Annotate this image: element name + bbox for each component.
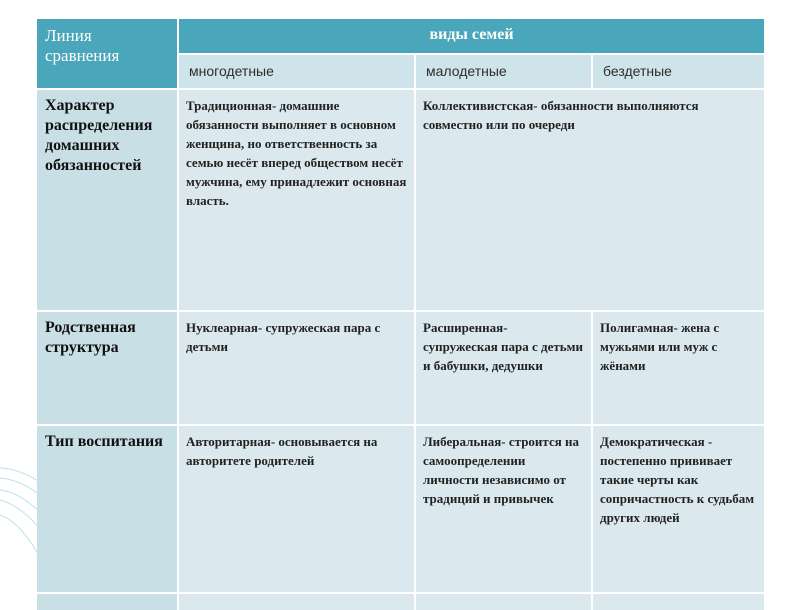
row-header-empty [37,594,177,610]
cell-empty [593,594,764,610]
cell-polygamous: Полигамная- жена с мужьями или муж с жёнами [593,312,764,424]
row-header-kinship: Родственная структура [37,312,177,424]
cell-traditional: Традиционная- домашние обязанности выполняет в основном женщина, но ответственность за семью несёт вперед обществом несёт мужчина, ему принадлежит основная власть. [179,90,414,310]
cell-nuclear: Нуклеарная- супружеская пара с детьми [179,312,414,424]
row-header-duties: Характер распределения домашних обязанностей [37,90,177,310]
column-header-childless: бездетные [593,55,764,88]
header-comparison-line: Линия сравнения [37,19,177,88]
family-types-table [37,19,758,600]
header-family-types: виды семей [179,19,764,53]
cell-empty [416,594,591,610]
column-header-small-families: малодетные [416,55,591,88]
column-header-large-families: многодетные [179,55,414,88]
cell-extended: Расширенная- супружеская пара с детьми и бабушки, дедушки [416,312,591,424]
cell-authoritarian: Авторитарная- основывается на авторитете родителей [179,426,414,592]
cell-democratic: Демократическая - постепенно прививает такие черты как сопричастность к судьбам других людей [593,426,764,592]
cell-collectivist: Коллективистская- обязанности выполняются совместно или по очереди [416,90,764,310]
cell-liberal: Либеральная- строится на самоопределении личности независимо от традиций и привычек [416,426,591,592]
row-header-upbringing: Тип воспитания [37,426,177,592]
cell-empty [179,594,414,610]
